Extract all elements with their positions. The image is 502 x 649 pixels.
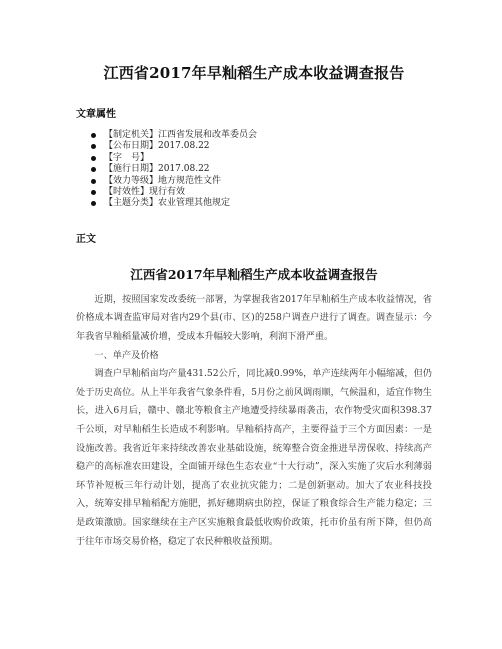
- bullet-icon: [91, 190, 96, 195]
- attribute-item: 【主题分类】农业管理其他规定: [104, 198, 432, 209]
- bullet-icon: [91, 144, 96, 149]
- attribute-item: 【时效性】现行有效: [104, 187, 432, 198]
- document-title: 江西省2017年早籼稻生产成本收益调查报告: [103, 64, 405, 82]
- section-heading-yield-price: 一、单产及价格: [94, 349, 159, 361]
- bullet-icon: [91, 156, 96, 161]
- bullet-icon: [91, 179, 96, 184]
- attributes-heading: 文章属性: [76, 109, 116, 120]
- attribute-item: 【施行日期】2017.08.22: [104, 164, 432, 175]
- attribute-item: 【制定机关】江西省发展和改革委员会: [104, 130, 432, 141]
- attribute-list: [76, 130, 432, 210]
- attribute-item: 【效力等级】地方规范性文件: [104, 176, 432, 187]
- bullet-icon: [91, 133, 96, 138]
- bullet-icon: [91, 167, 96, 172]
- article-subtitle: 江西省2017年早籼稻生产成本收益调查报告: [130, 266, 378, 282]
- bullet-icon: [91, 201, 96, 206]
- paragraph-intro: 近期，按照国家发改委统一部署，为掌握我省2017年早籼稻生产成本收益情况，省价格成本调查监审局对省内29个县(市、区)的258户调查户进行了调查。调查显示：今年我省早籼稻量减价增，受成本升幅较大影响，利润下滑严重。: [76, 293, 432, 343]
- body-heading: 正文: [76, 233, 96, 245]
- attribute-item: 【公布日期】2017.08.22: [104, 141, 432, 152]
- paragraph-yield: 调查户早籼稻亩均产量431.52公斤，同比减0.99%，单产连续两年小幅缩减，但仍处于历史高位。从上半年我省气象条件看，5月份之前风调雨顺，气候温和，适宜作物生长，进入6月后，赣中、赣北等粮食主产地遭受持续暴雨袭击，农作物受灾面积398.37千公顷，对早籼稻生长造成不利影响。早籼稻持高产，主要得益于三个方面因素：一是设施改善。我省近年来持续改善农业基础设施，统筹整合资金推进旱涝保收、持续高产稳产的高标准农田建设，全面铺开绿色生态农业“十大行动”，深入实施了灾后水利薄弱环节补短板三年行动计划，提高了农业抗灾能力；二是创新驱动。加大了农业科技投入，统筹安排早籼稻配方施肥，抓好穗期病虫防控，保证了粮食综合生产能力稳定；三是政策激励。国家继续在主产区实施粮食最低收购价政策，托市价虽有所下降，但仍高于往年市场交易价格，稳定了农民种粮收益预期。: [76, 368, 432, 547]
- attribute-item: 【字 号】: [104, 153, 432, 164]
